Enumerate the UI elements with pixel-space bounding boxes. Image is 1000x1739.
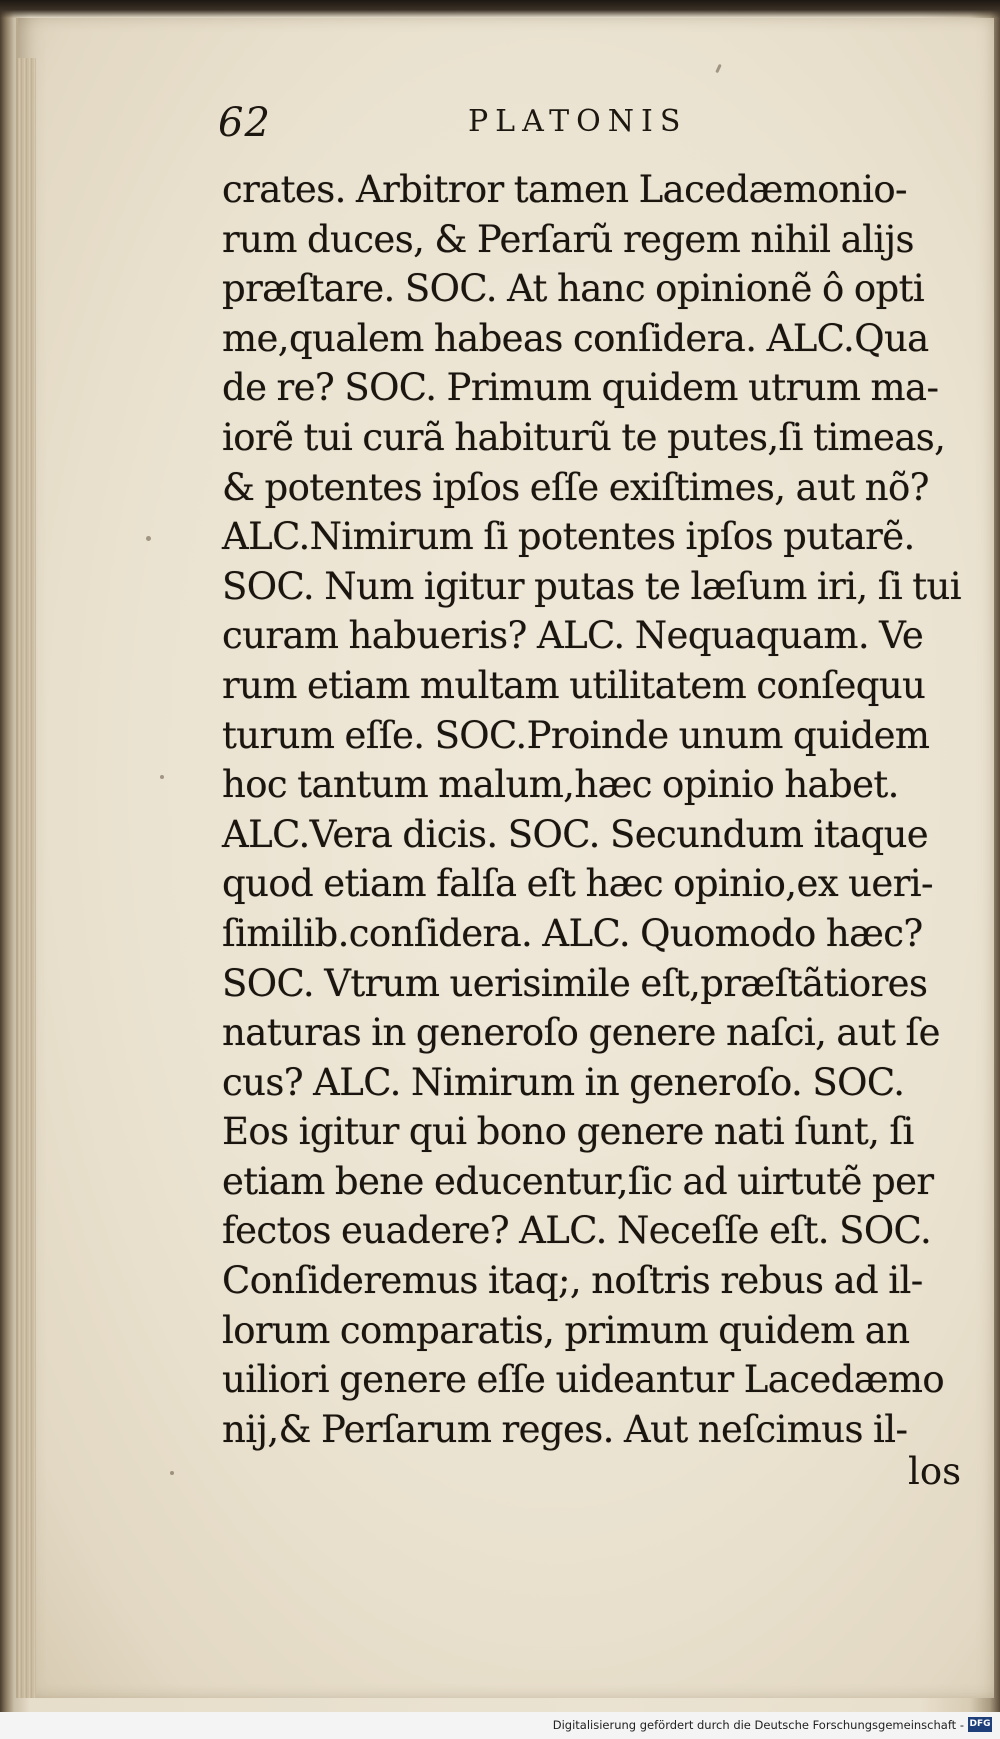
folio-number: 62 — [218, 100, 271, 146]
text-line: uiliori genere eſſe uideantur Lacedæmo — [222, 1358, 945, 1402]
text-line: rum etiam multam utilitatem conſequu — [222, 663, 926, 707]
text-line: crates. Arbitror tamen Lacedæmonio- — [222, 168, 907, 211]
text-line: nij,& Perſarum reges. Aut neſcimus il- — [222, 1407, 908, 1451]
text-line: lorum comparatis, primum quidem an — [222, 1308, 910, 1352]
text-line: præſtare. SOC. At hanc opinionẽ ô opti — [222, 267, 925, 311]
text-line: Eos igitur qui bono genere nati ſunt, ſi — [222, 1110, 914, 1154]
dfg-logo: DFG — [968, 1717, 992, 1732]
text-line: ALC.Vera dicis. SOC. Secundum itaque — [222, 812, 929, 856]
text-line: hoc tantum malum,hæc opinio habet. — [222, 763, 899, 807]
text-line: quod etiam falſa eſt hæc opinio,ex ueri- — [222, 862, 933, 906]
text-line: iorẽ tui curã habiturũ te putes,ſi timeas, — [222, 415, 946, 459]
ink-speck — [160, 775, 164, 779]
text-line: cus? ALC. Nimirum in generoſo. SOC. — [222, 1060, 905, 1104]
text-line: etiam bene educentur,ſic ad uirtutẽ per — [222, 1159, 934, 1203]
ink-speck — [170, 1471, 174, 1475]
text-line: naturas in generoſo genere naſci, aut ſe — [222, 1011, 940, 1055]
text-line: ALC.Nimirum ſi potentes ipſos putarẽ. — [222, 515, 915, 559]
text-line: turum eſſe. SOC.Proinde unum quidem — [222, 713, 930, 757]
text-line: Conſideremus itaq;, noſtris rebus ad il- — [222, 1259, 923, 1303]
running-head: PLATONIS — [468, 104, 688, 139]
catchword: los — [908, 1450, 962, 1493]
page-edges — [18, 58, 36, 1698]
text-line: & potentes ipſos eſſe exiſtimes, aut nõ? — [222, 465, 929, 509]
text-line: SOC. Num igitur putas te læſum iri, ſi tui — [222, 564, 961, 608]
footer-credit: Digitalisierung gefördert durch die Deutsche Forschungsgemeinschaft - — [552, 1718, 964, 1732]
body-text — [222, 165, 982, 1454]
text-line: de re? SOC. Primum quidem utrum ma- — [222, 366, 939, 410]
text-line: fectos euadere? ALC. Neceſſe eſt. SOC. — [222, 1209, 932, 1253]
text-line: ſimilib.conſidera. ALC. Quomodo hæc? — [222, 911, 923, 955]
page-header — [218, 100, 938, 160]
book-top-edge — [0, 0, 1000, 18]
text-line: curam habueris? ALC. Nequaquam. Ve — [222, 614, 924, 658]
text-line: me,qualem habeas conſidera. ALC.Qua — [222, 316, 929, 360]
text-line: rum duces, & Perſarũ regem nihil alijs — [222, 217, 914, 261]
text-line: SOC. Vtrum uerisimile eſt,præſtãtiores — [222, 961, 928, 1005]
ink-speck — [146, 536, 151, 541]
